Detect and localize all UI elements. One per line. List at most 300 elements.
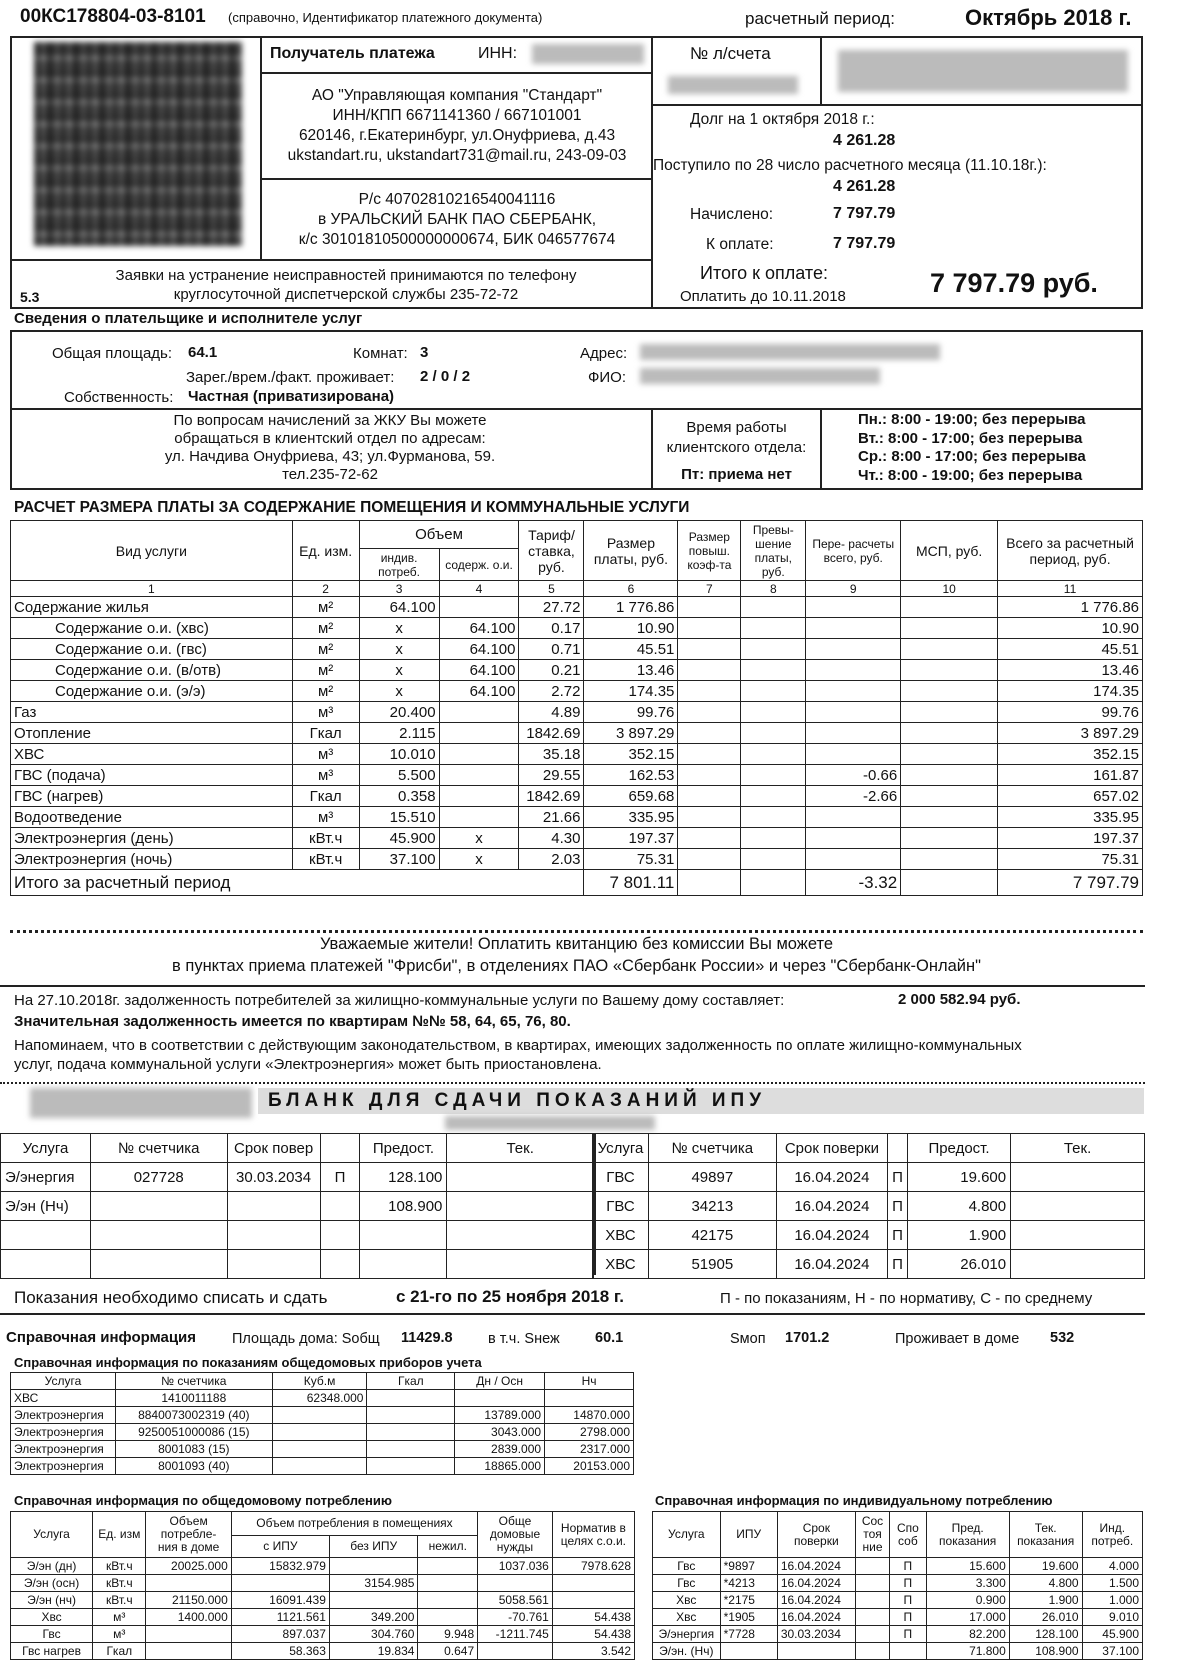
house-debt-amount: 2 000 582.94 руб.	[898, 991, 1021, 1008]
indiv-cell: П	[890, 1609, 926, 1626]
service-name: Содержание о.и. (э/э)	[11, 681, 293, 702]
blank-header: Услуга	[593, 1134, 649, 1163]
debtor-apartments: Значительная задолженность имеется по квартирам №№ 58, 64, 65, 76, 80.	[14, 1013, 571, 1030]
calc-row	[11, 765, 1143, 786]
amount: 162.53	[584, 765, 678, 786]
common-row	[11, 1575, 635, 1592]
indiv-cell: Хвс	[653, 1609, 721, 1626]
meters-cell: Электроэнергия	[11, 1441, 116, 1458]
indiv-cell: 26.010	[1009, 1609, 1082, 1626]
blank-prev-reading: 4.800	[907, 1192, 1010, 1221]
doc-id-note: (справочно, Идентификатор платежного документа)	[228, 10, 543, 25]
tariff: 21.66	[519, 807, 584, 828]
indiv-cell: Гвс	[653, 1558, 721, 1575]
common-cell: 0.647	[418, 1643, 478, 1660]
calc-row	[11, 702, 1143, 723]
indiv-cell	[777, 1643, 855, 1660]
excess	[741, 702, 806, 723]
blank-service: ХВС	[593, 1221, 649, 1250]
common-cell: м³	[93, 1609, 146, 1626]
period-label: расчетный период:	[745, 9, 895, 28]
meters-header: Нч	[545, 1373, 634, 1390]
msp	[901, 660, 998, 681]
rooms-label: Комнат:	[353, 345, 408, 362]
meters-cell: 9250051000086 (15)	[115, 1424, 272, 1441]
indiv-volume: x	[359, 681, 439, 702]
blank-redacted-left	[30, 1088, 252, 1118]
meters-cell	[545, 1390, 634, 1407]
meters-cell	[272, 1458, 367, 1475]
indiv-volume: 0.358	[359, 786, 439, 807]
common-cell	[418, 1558, 478, 1575]
blank-check-date: 16.04.2024	[776, 1192, 887, 1221]
recalc	[806, 807, 901, 828]
amount: 75.31	[584, 849, 678, 870]
current-reading-field[interactable]	[447, 1250, 594, 1279]
received-label: Поступило по 28 число расчетного месяца (11.10.18г.):	[653, 157, 1047, 174]
inn-label: ИНН:	[478, 45, 518, 62]
ownership-value: Частная (приватизирована)	[188, 388, 395, 405]
total: 75.31	[998, 849, 1143, 870]
blank-row	[593, 1250, 1145, 1279]
indiv-cell: 128.100	[1009, 1626, 1082, 1643]
meters-cell: 8840073002319 (40)	[115, 1407, 272, 1424]
service-name: ХВС	[11, 744, 293, 765]
unit: м²	[292, 618, 359, 639]
indiv-cell: 19.600	[1009, 1558, 1082, 1575]
msp	[901, 828, 998, 849]
col-number: 1	[11, 581, 293, 597]
common-volume: 64.100	[439, 639, 519, 660]
blank-check-date	[227, 1250, 320, 1279]
common-col-nonres: нежил.	[418, 1536, 478, 1558]
tariff: 2.03	[519, 849, 584, 870]
rooms-value: 3	[420, 344, 429, 361]
common-cell: 58.363	[231, 1643, 329, 1660]
blank-check-date: 16.04.2024	[776, 1221, 887, 1250]
current-reading-field[interactable]	[1011, 1221, 1145, 1250]
blank-header: Срок повер	[227, 1134, 320, 1163]
tariff: 0.21	[519, 660, 584, 681]
area-value: 64.1	[188, 344, 218, 361]
common-volume	[439, 786, 519, 807]
common-col-service: Услуга	[11, 1512, 93, 1558]
house-area-label: Площадь дома: Sобщ	[232, 1331, 380, 1347]
meters-cell: 13789.000	[455, 1407, 545, 1424]
meters-cell	[367, 1441, 455, 1458]
common-row	[11, 1626, 635, 1643]
indiv-consumption-table	[652, 1511, 1143, 1660]
indiv-cell: 1.900	[1009, 1592, 1082, 1609]
total-amount: 7 801.11	[584, 870, 678, 896]
common-cell	[146, 1643, 231, 1660]
indiv-header: Спо соб	[890, 1512, 926, 1558]
indiv-header: ИПУ	[720, 1512, 777, 1558]
topay-value: 7 797.79	[833, 235, 896, 252]
amount: 45.51	[584, 639, 678, 660]
blank-service: ХВС	[593, 1250, 649, 1279]
indiv-cell	[855, 1558, 889, 1575]
total-label: Итого к оплате:	[700, 263, 828, 283]
tariff: 0.17	[519, 618, 584, 639]
common-col-rooms: Объем потребления в помещениях	[231, 1512, 477, 1536]
amount: 1 776.86	[584, 597, 678, 618]
current-reading-field[interactable]	[447, 1221, 594, 1250]
meters-cell: Электроэнергия	[11, 1458, 116, 1475]
indiv-cell	[720, 1643, 777, 1660]
common-cell: 3.542	[552, 1643, 634, 1660]
current-reading-field[interactable]	[447, 1163, 594, 1192]
total: 13.46	[998, 660, 1143, 681]
common-volume: 64.100	[439, 660, 519, 681]
msp	[901, 618, 998, 639]
meters-cell: 2317.000	[545, 1441, 634, 1458]
tariff: 27.72	[519, 597, 584, 618]
total: 45.51	[998, 639, 1143, 660]
service-name: Электроэнергия (ночь)	[11, 849, 293, 870]
indiv-cell	[855, 1592, 889, 1609]
tariff: 29.55	[519, 765, 584, 786]
blank-row	[1, 1163, 594, 1192]
indiv-row	[653, 1592, 1143, 1609]
service-name: Содержание о.и. (гвс)	[11, 639, 293, 660]
meters-cell	[367, 1458, 455, 1475]
meters-cell: 2798.000	[545, 1424, 634, 1441]
code-label: 5.3	[20, 289, 40, 305]
meters-row	[11, 1424, 634, 1441]
service-name: Содержание жилья	[11, 597, 293, 618]
common-cell: 3154.985	[329, 1575, 418, 1592]
indiv-cell: *2175	[720, 1592, 777, 1609]
recalc	[806, 702, 901, 723]
common-cell	[329, 1558, 418, 1575]
coef	[678, 660, 741, 681]
indiv-row	[653, 1558, 1143, 1575]
indiv-title: Справочная информация по индивидуальному потреблению	[655, 1493, 1053, 1508]
total: 10.90	[998, 618, 1143, 639]
blank-check-date	[227, 1221, 320, 1250]
indiv-volume: 15.510	[359, 807, 439, 828]
unit: Гкал	[292, 723, 359, 744]
company-info: АО "Управляющая компания "Стандарт" ИНН/КПП 6671141360 / 667101001 620146, г.Екатеринбург, ул.Онуфриева, д.43 ukstandart.ru, ukstandart731@mail.ru, 243-09-03	[287, 87, 627, 164]
msp	[901, 807, 998, 828]
blank-header: № счетчика	[90, 1134, 227, 1163]
nonres-area-label: в т.ч. Sнеж	[488, 1331, 560, 1347]
meters-row	[11, 1407, 634, 1424]
indiv-cell: П	[890, 1592, 926, 1609]
blank-check-date: 16.04.2024	[776, 1250, 887, 1279]
blank-row	[593, 1163, 1145, 1192]
recalc	[806, 618, 901, 639]
tariff: 1842.69	[519, 786, 584, 807]
common-col-house: Объем потребле- ния в доме	[146, 1512, 231, 1558]
common-cell: 20025.000	[146, 1558, 231, 1575]
unit: м²	[292, 639, 359, 660]
col-number: 3	[359, 581, 439, 597]
calc-row	[11, 828, 1143, 849]
office-hours: Пн.: 8:00 - 19:00; без перерыва Вт.: 8:00 - 17:00; без перерыва Ср.: 8:00 - 17:00; без перерыва Чт.: 8:00 - 19:00; без перерыва	[858, 411, 1086, 484]
indiv-cell	[855, 1575, 889, 1592]
service-name: Водоотведение	[11, 807, 293, 828]
bank-info: Р/с 40702810216540041116 в УРАЛЬСКИЙ БАНК ПАО СБЕРБАНК, к/с 30101810500000000674, БИК 046577674	[298, 191, 616, 248]
recalc	[806, 849, 901, 870]
calc-row	[11, 681, 1143, 702]
calc-title: РАСЧЕТ РАЗМЕРА ПЛАТЫ ЗА СОДЕРЖАНИЕ ПОМЕЩЕНИЯ И КОММУНАЛЬНЫЕ УСЛУГИ	[14, 499, 690, 516]
msp	[901, 723, 998, 744]
office-hours-label: Время работы клиентского отдела:	[666, 419, 807, 456]
meters-cell: Электроэнергия	[11, 1424, 116, 1441]
blank-header: № счетчика	[648, 1134, 776, 1163]
indiv-row	[653, 1643, 1143, 1660]
indiv-volume: 20.400	[359, 702, 439, 723]
blank-type	[320, 1221, 360, 1250]
submit-dates: с 21-го по 25 ноября 2018 г.	[396, 1287, 625, 1306]
ownership-label: Собственность:	[64, 389, 174, 406]
recalc	[806, 723, 901, 744]
indiv-header: Сос тоя ние	[855, 1512, 889, 1558]
blank-type: П	[888, 1163, 908, 1192]
indiv-cell: П	[890, 1626, 926, 1643]
recalc: -2.66	[806, 786, 901, 807]
common-cell: Э/эн (осн)	[11, 1575, 93, 1592]
unit: Гкал	[292, 786, 359, 807]
account-label: № л/счета	[690, 44, 771, 63]
address-redacted	[640, 344, 940, 360]
tariff: 1842.69	[519, 723, 584, 744]
meters-row	[11, 1390, 634, 1407]
meters-cell	[272, 1424, 367, 1441]
calc-row	[11, 639, 1143, 660]
ref-title: Справочная информация	[6, 1329, 197, 1346]
indiv-cell: 30.03.2034	[777, 1626, 855, 1643]
meters-cell: Электроэнергия	[11, 1407, 116, 1424]
amount: 3 897.29	[584, 723, 678, 744]
blank-prev-reading: 1.900	[907, 1221, 1010, 1250]
indiv-volume: x	[359, 618, 439, 639]
unit: м³	[292, 744, 359, 765]
col-recalc: Пере- расчеты всего, руб.	[806, 521, 901, 581]
coef	[678, 702, 741, 723]
meters-cell: 1410011188	[115, 1390, 272, 1407]
common-row	[11, 1609, 635, 1626]
blank-check-date: 16.04.2024	[776, 1163, 887, 1192]
recalc	[806, 660, 901, 681]
blank-header: Предост.	[360, 1134, 447, 1163]
blank-check-date: 30.03.2034	[227, 1163, 320, 1192]
area-label: Общая площадь:	[52, 345, 173, 362]
blank-service: ГВС	[593, 1163, 649, 1192]
col-total: Всего за расчетный период, руб.	[998, 521, 1143, 581]
unit: кВт.ч	[292, 849, 359, 870]
common-cell	[552, 1575, 634, 1592]
total: 352.15	[998, 744, 1143, 765]
indiv-volume: x	[359, 639, 439, 660]
service-name: Содержание о.и. (хвс)	[11, 618, 293, 639]
tariff: 4.30	[519, 828, 584, 849]
total: 174.35	[998, 681, 1143, 702]
received-value: 4 261.28	[833, 178, 896, 195]
total: 99.76	[998, 702, 1143, 723]
debt-value: 4 261.28	[833, 132, 896, 149]
common-cell	[478, 1575, 553, 1592]
office-info: По вопросам начислений за ЖКУ Вы можете обращаться в клиентский отдел по адресам: ул. Начдива Онуфриева, 43; ул.Фурманова, 59. тел.235-72-62	[164, 412, 496, 483]
current-reading-field[interactable]	[1011, 1192, 1145, 1221]
common-row	[11, 1558, 635, 1575]
common-cell: 21150.000	[146, 1592, 231, 1609]
blank-header: Услуга	[1, 1134, 91, 1163]
msp	[901, 744, 998, 765]
meters-cell: 8001093 (40)	[115, 1458, 272, 1475]
house-area-value: 11429.8	[401, 1330, 453, 1346]
excess	[741, 828, 806, 849]
mop-area-label: Sмоп	[730, 1331, 766, 1347]
common-volume	[439, 723, 519, 744]
common-consumption-table	[10, 1511, 635, 1660]
common-cell: 349.200	[329, 1609, 418, 1626]
blank-meter-number	[90, 1192, 227, 1221]
blank-row	[1, 1250, 594, 1279]
indiv-cell: 3.300	[926, 1575, 1009, 1592]
blank-prev-reading: 108.900	[360, 1192, 447, 1221]
service-name: ГВС (нагрев)	[11, 786, 293, 807]
col-number: 4	[439, 581, 519, 597]
common-cell	[552, 1592, 634, 1609]
meters-cell	[272, 1441, 367, 1458]
msp	[901, 765, 998, 786]
total-total: 7 797.79	[998, 870, 1143, 896]
unit: м³	[292, 702, 359, 723]
blank-meter-number: 51905	[648, 1250, 776, 1279]
current-reading-field[interactable]	[1011, 1163, 1145, 1192]
blank-meter-number: 42175	[648, 1221, 776, 1250]
common-volume	[439, 807, 519, 828]
indiv-header: Инд. потреб.	[1082, 1512, 1142, 1558]
col-number: 6	[584, 581, 678, 597]
indiv-header: Услуга	[653, 1512, 721, 1558]
msp	[901, 786, 998, 807]
excess	[741, 660, 806, 681]
indiv-cell: 1.000	[1082, 1592, 1142, 1609]
indiv-volume: 37.100	[359, 849, 439, 870]
common-cell: Гвс	[11, 1626, 93, 1643]
meters-cell: 18865.000	[455, 1458, 545, 1475]
mop-area-value: 1701.2	[785, 1330, 830, 1346]
inn-value-redacted	[532, 44, 644, 64]
indiv-cell: 9.010	[1082, 1609, 1142, 1626]
indiv-cell: *1905	[720, 1609, 777, 1626]
common-col-odn: Обще домовые нужды	[478, 1512, 553, 1558]
recipient-label: Получатель платежа	[270, 45, 435, 62]
calc-row	[11, 723, 1143, 744]
coef	[678, 723, 741, 744]
meters-title: Справочная информация по показаниям общедомовых приборов учета	[14, 1355, 482, 1370]
indiv-volume: 10.010	[359, 744, 439, 765]
meters-cell: 62348.000	[272, 1390, 367, 1407]
common-cell: 7978.628	[552, 1558, 634, 1575]
indiv-cell	[855, 1609, 889, 1626]
coef	[678, 786, 741, 807]
service-name: Содержание о.и. (в/отв)	[11, 660, 293, 681]
common-cell: Э/эн (дн)	[11, 1558, 93, 1575]
service-name: Электроэнергия (день)	[11, 828, 293, 849]
indiv-volume: 2.115	[359, 723, 439, 744]
coef	[678, 681, 741, 702]
common-cell	[418, 1592, 478, 1609]
tariff: 4.89	[519, 702, 584, 723]
due-date: Оплатить до 10.11.2018	[680, 288, 846, 305]
coef	[678, 618, 741, 639]
col-number: 8	[741, 581, 806, 597]
meters-cell: 20153.000	[545, 1458, 634, 1475]
excess	[741, 681, 806, 702]
coef	[678, 744, 741, 765]
indiv-volume: 45.900	[359, 828, 439, 849]
excess	[741, 807, 806, 828]
tariff: 2.72	[519, 681, 584, 702]
common-cell: -1211.745	[478, 1626, 553, 1643]
recalc	[806, 681, 901, 702]
excess	[741, 849, 806, 870]
coef	[678, 849, 741, 870]
indiv-cell: 1.500	[1082, 1575, 1142, 1592]
indiv-cell: 37.100	[1082, 1643, 1142, 1660]
indiv-cell: Хвс	[653, 1592, 721, 1609]
blank-service	[1, 1250, 91, 1279]
fio-label: ФИО:	[588, 369, 627, 386]
amount: 10.90	[584, 618, 678, 639]
col-unit: Ед. изм.	[292, 521, 359, 581]
total: 197.37	[998, 828, 1143, 849]
fio-redacted	[640, 368, 880, 384]
blank-header: Тек.	[1011, 1134, 1145, 1163]
common-col-without: без ИПУ	[329, 1536, 418, 1558]
residents-label: Зарег./врем./факт. проживает:	[186, 369, 395, 386]
current-reading-field[interactable]	[447, 1192, 594, 1221]
amount: 99.76	[584, 702, 678, 723]
excess	[741, 618, 806, 639]
indiv-row	[653, 1609, 1143, 1626]
meters-cell	[455, 1390, 545, 1407]
meters-header: Куб.м	[272, 1373, 367, 1390]
common-cell: 1400.000	[146, 1609, 231, 1626]
blank-prev-reading	[360, 1250, 447, 1279]
indiv-cell	[890, 1643, 926, 1660]
doc-id: 00КС178804-03-8101	[20, 6, 206, 27]
col-volume: Объем	[359, 521, 519, 549]
blank-row	[1, 1221, 594, 1250]
common-cell	[146, 1626, 231, 1643]
current-reading-field[interactable]	[1011, 1250, 1145, 1279]
indiv-row	[653, 1626, 1143, 1643]
blank-redacted-address	[445, 1116, 655, 1130]
common-cell: -70.761	[478, 1609, 553, 1626]
msp	[901, 639, 998, 660]
blank-prev-reading: 19.600	[907, 1163, 1010, 1192]
indiv-cell: 4.800	[1009, 1575, 1082, 1592]
complaints-info: Заявки на устранение неисправностей принимаются по телефону круглосуточной диспетчерской службы 235-72-72	[115, 267, 577, 303]
common-volume	[439, 597, 519, 618]
calc-row	[11, 849, 1143, 870]
common-volume: 64.100	[439, 681, 519, 702]
common-cell	[146, 1575, 231, 1592]
indiv-volume: x	[359, 660, 439, 681]
common-col-with: с ИПУ	[231, 1536, 329, 1558]
common-volume	[439, 765, 519, 786]
col-indiv: индив. потреб.	[359, 549, 439, 581]
indiv-cell	[855, 1643, 889, 1660]
excess	[741, 744, 806, 765]
calc-row	[11, 597, 1143, 618]
